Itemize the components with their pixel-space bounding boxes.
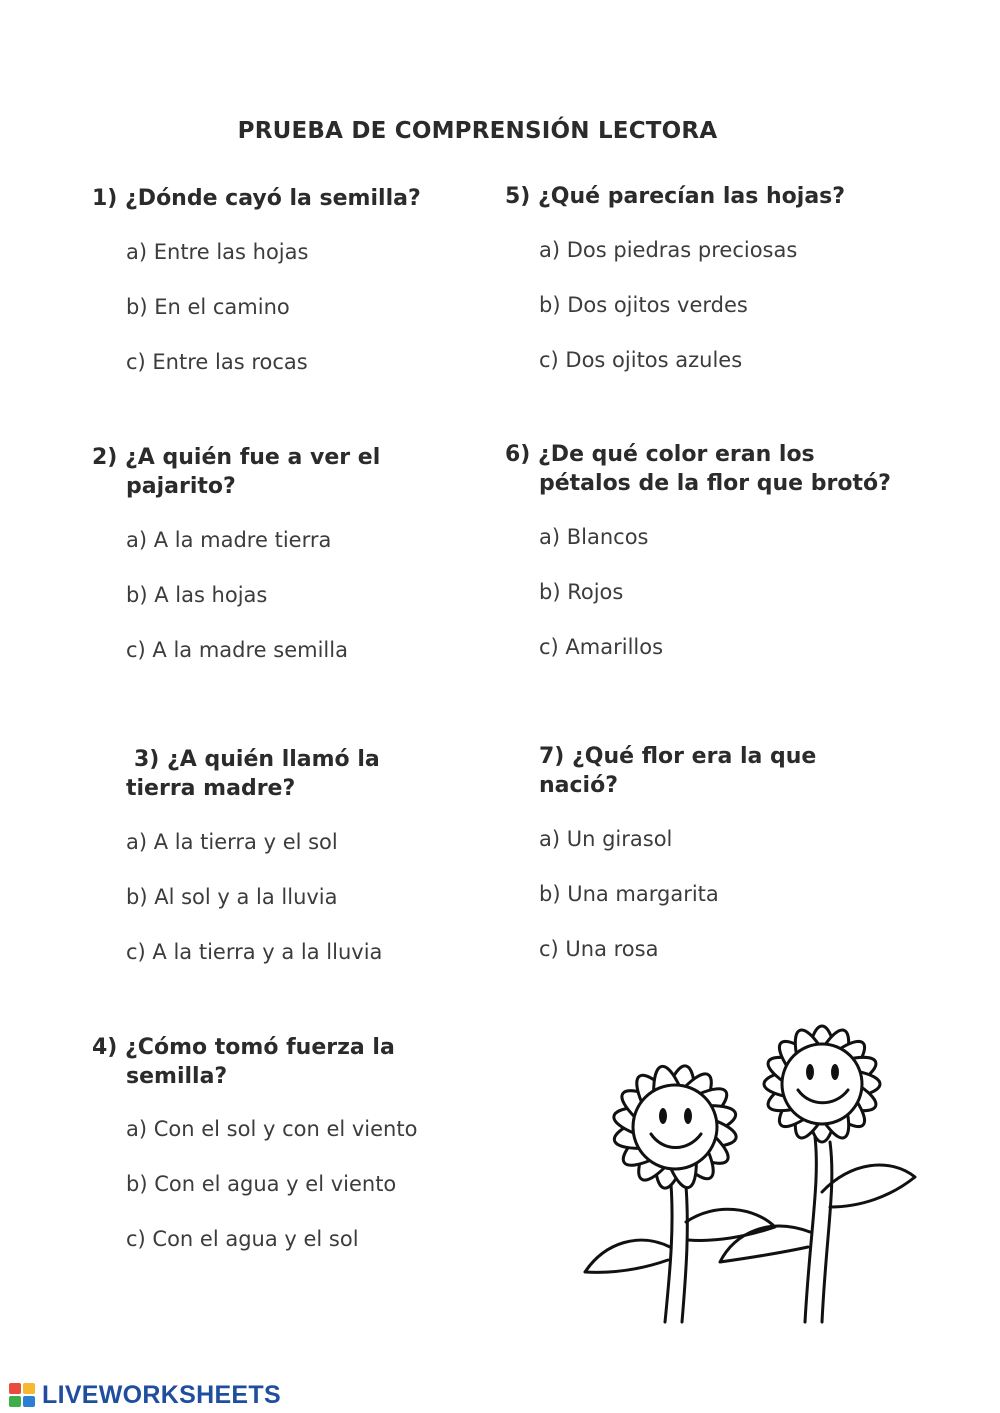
option-4c[interactable]: c) Con el agua y el sol [126,1227,359,1251]
question-text: ¿Qué flor era la que [572,744,817,769]
footer-brand[interactable] [8,1381,281,1409]
option-4b[interactable]: b) Con el agua y el viento [126,1172,397,1196]
question-number: 1) [92,186,118,211]
option-6a[interactable]: a) Blancos [539,525,649,549]
smiling-flowers-illustration [530,992,930,1327]
option-7a[interactable]: a) Un girasol [539,827,673,851]
question-4 [92,1033,395,1091]
option-7c[interactable]: c) Una rosa [539,937,659,961]
option-5b[interactable]: b) Dos ojitos verdes [539,293,748,317]
option-1a[interactable]: a) Entre las hojas [126,240,309,264]
option-2a[interactable]: a) A la madre tierra [126,528,332,552]
right-flower-petals [762,1024,881,1143]
question-number: 3) [134,747,160,772]
question-1 [92,184,421,213]
worksheet-title: PRUEBA DE COMPRENSIÓN LECTORA [237,118,718,144]
question-3 [126,745,380,803]
option-2b[interactable]: b) A las hojas [126,583,268,607]
option-7b[interactable]: b) Una margarita [539,882,719,906]
question-text: ¿Dónde cayó la semilla? [125,186,421,211]
question-text: ¿Cómo tomó fuerza la [125,1035,395,1060]
option-3a[interactable]: a) A la tierra y el sol [126,830,338,854]
option-6b[interactable]: b) Rojos [539,580,624,604]
question-number: 4) [92,1035,118,1060]
option-1c[interactable]: c) Entre las rocas [126,350,308,374]
footer-brand-text: LIVEWORKSHEETS [42,1380,281,1409]
question-text-cont: tierra madre? [126,776,296,801]
question-text-cont: nació? [539,773,618,798]
question-number: 7) [539,744,565,769]
question-text: ¿De qué color eran los [538,442,815,467]
question-text-cont: pétalos de la flor que brotó? [539,471,891,496]
question-5 [505,182,845,211]
question-number: 6) [505,442,531,467]
left-flower-petals [611,1063,739,1191]
option-3b[interactable]: b) Al sol y a la lluvia [126,885,338,909]
option-2c[interactable]: c) A la madre semilla [126,638,348,662]
option-1b[interactable]: b) En el camino [126,295,290,319]
question-6 [505,440,891,498]
question-2 [92,443,380,501]
question-text: ¿Qué parecían las hojas? [538,184,846,209]
liveworksheets-logo-icon [8,1382,38,1408]
question-text: ¿A quién fue a ver el [125,445,381,470]
question-number: 2) [92,445,118,470]
question-7 [539,742,816,800]
option-5c[interactable]: c) Dos ojitos azules [539,348,743,372]
question-text-cont: semilla? [126,1064,228,1089]
option-6c[interactable]: c) Amarillos [539,635,664,659]
question-number: 5) [505,184,531,209]
option-4a[interactable]: a) Con el sol y con el viento [126,1117,418,1141]
option-3c[interactable]: c) A la tierra y a la lluvia [126,940,383,964]
question-text-cont: pajarito? [126,474,236,499]
question-text: ¿A quién llamó la [167,747,380,772]
option-5a[interactable]: a) Dos piedras preciosas [539,238,798,262]
